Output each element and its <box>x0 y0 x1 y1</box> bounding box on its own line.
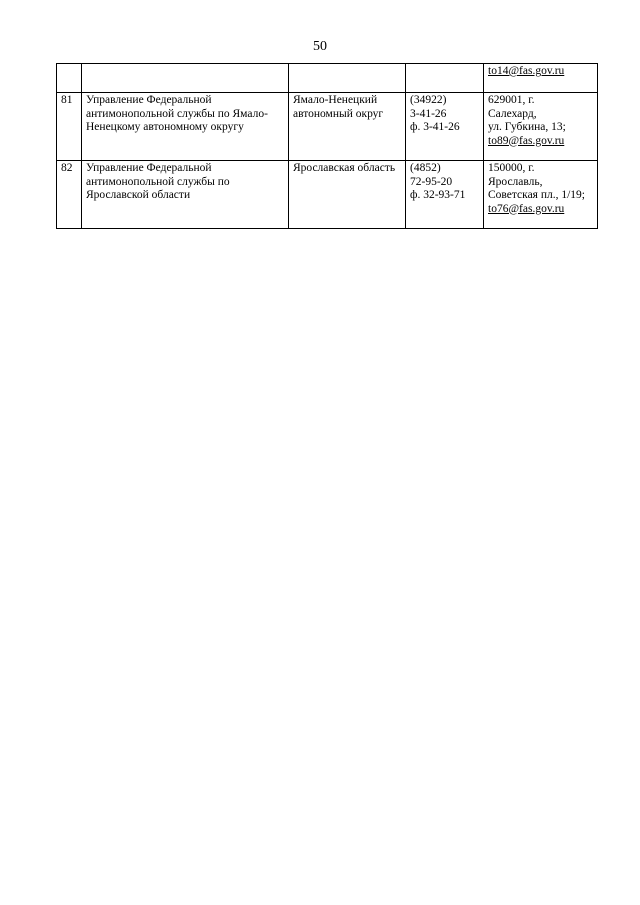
table-row <box>57 161 598 229</box>
cell-address <box>484 161 598 229</box>
phone-line: 72-95-20 <box>410 175 453 188</box>
name-line: Ненецкому автономному округу <box>86 121 244 133</box>
phone-line: ф. 32-93-71 <box>410 189 466 201</box>
name-line: антимонопольной службы по Ямало- <box>86 107 268 120</box>
page-number: 50 <box>313 39 327 54</box>
email-link[interactable]: to14@fas.gov.ru <box>488 65 565 77</box>
name-line: Управление Федеральной <box>86 94 212 106</box>
address-line: Салехард, <box>488 107 537 120</box>
cell-phone <box>406 93 484 161</box>
cell-region <box>289 161 406 229</box>
name-line: Управление Федеральной <box>86 162 212 174</box>
name-line: Ярославской области <box>86 189 191 201</box>
cell-region <box>289 93 406 161</box>
cell-phone <box>406 64 484 93</box>
cell-num: 82 <box>57 161 82 229</box>
address-line: ул. Губкина, 13; <box>488 121 566 133</box>
region-line: Ярославская область <box>293 162 396 174</box>
address-line: 629001, г. <box>488 94 535 106</box>
cell-name <box>82 161 289 229</box>
address-line: 150000, г. <box>488 162 535 174</box>
phone-line: ф. 3-41-26 <box>410 121 460 133</box>
fas-offices-table <box>56 63 598 229</box>
cell-phone <box>406 161 484 229</box>
email-link[interactable]: to76@fas.gov.ru <box>488 202 565 215</box>
cell-address <box>484 64 598 93</box>
address-line: Ярославль, <box>488 175 543 188</box>
cell-address <box>484 93 598 161</box>
cell-region <box>289 64 406 93</box>
cell-name <box>82 93 289 161</box>
phone-line: (4852) <box>410 162 441 174</box>
cell-num: 81 <box>57 93 82 161</box>
table-row <box>57 93 598 161</box>
cell-num <box>57 64 82 93</box>
table-row-continuation <box>57 64 598 93</box>
region-line: автономный округ <box>293 107 384 120</box>
email-link[interactable]: to89@fas.gov.ru <box>488 134 565 147</box>
cell-name <box>82 64 289 93</box>
phone-line: (34922) <box>410 94 447 106</box>
address-line: Советская пл., 1/19; <box>488 189 585 201</box>
name-line: антимонопольной службы по <box>86 175 230 188</box>
phone-line: 3-41-26 <box>410 107 447 120</box>
region-line: Ямало-Ненецкий <box>293 94 378 106</box>
